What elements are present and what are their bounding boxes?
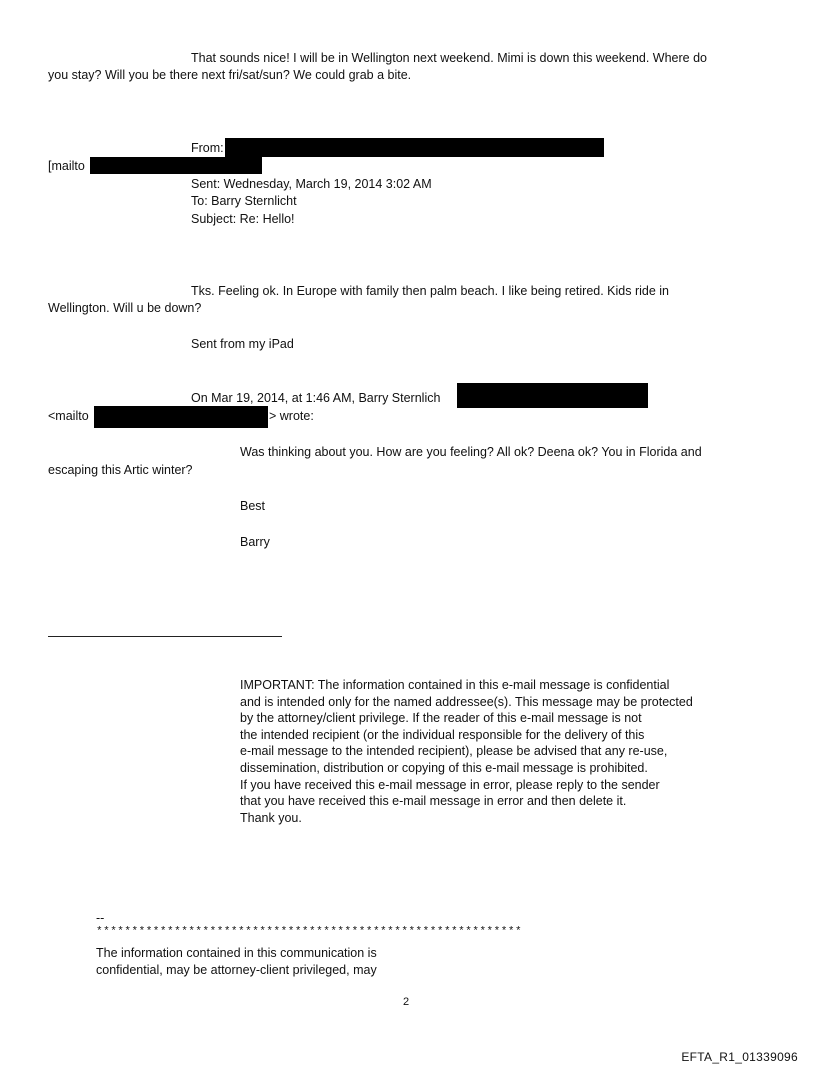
separator-line xyxy=(48,636,282,637)
disclaimer-line: that you have received this e-mail message in error and then delete it. xyxy=(240,794,627,809)
msg3-line-1: Was thinking about you. How are you feeling? All ok? Deena ok? You in Florida and xyxy=(240,445,702,459)
disclaimer-line: dissemination, distribution or copying of this e-mail message is prohibited. xyxy=(240,760,648,775)
redaction-from xyxy=(225,138,604,157)
redaction-mailto xyxy=(90,157,262,174)
quote-mailto-label: <mailto xyxy=(48,409,89,423)
disclaimer-line: If you have received this e-mail message in error, please reply to the sender xyxy=(240,777,660,792)
footer-line-1: The information contained in this communication is xyxy=(96,946,377,960)
disclaimer-line: Thank you. xyxy=(240,810,302,825)
disclaimer-block xyxy=(240,677,693,826)
page-number: 2 xyxy=(403,996,410,1008)
quote-header-line: On Mar 19, 2014, at 1:46 AM, Barry Sternlich xyxy=(191,391,441,405)
footer-line-2: confidential, may be attorney-client privileged, may xyxy=(96,963,377,977)
subject-line: Subject: Re: Hello! xyxy=(191,212,295,226)
disclaimer-line: by the attorney/client privilege. If the reader of this e-mail message is not xyxy=(240,711,642,726)
mailto-label: [mailto xyxy=(48,159,85,173)
disclaimer-line: the intended recipient (or the individual responsible for the delivery of this xyxy=(240,727,645,742)
to-line: To: Barry Sternlicht xyxy=(191,194,297,208)
disclaimer-line: e-mail message to the intended recipient), please be advised that any re-use, xyxy=(240,744,668,759)
quote-wrote: > wrote: xyxy=(269,409,314,423)
redaction-quote-mailto xyxy=(94,406,268,428)
from-label: From: xyxy=(191,141,224,155)
footer-stars: ************************************************************ xyxy=(96,926,523,938)
msg2-signature: Sent from my iPad xyxy=(191,337,294,351)
msg3-closing: Best xyxy=(240,499,266,513)
footer-dashes: -- xyxy=(96,911,105,925)
msg3-line-2: escaping this Artic winter? xyxy=(48,463,193,477)
redaction-sender-email xyxy=(457,383,648,408)
reply-line-1: That sounds nice! I will be in Wellington next weekend. Mimi is down this weekend. Where do xyxy=(191,51,707,65)
msg2-line-1: Tks. Feeling ok. In Europe with family then palm beach. I like being retired. Kids ride in xyxy=(191,284,670,298)
disclaimer-line: IMPORTANT: The information contained in this e-mail message is confidential xyxy=(240,678,670,692)
msg3-name: Barry xyxy=(240,535,270,549)
reply-line-2: you stay? Will you be there next fri/sat/sun? We could grab a bite. xyxy=(48,68,412,82)
msg2-line-2: Wellington. Will u be down? xyxy=(48,301,202,315)
bates-number: EFTA_R1_01339096 xyxy=(681,1050,798,1064)
sent-line: Sent: Wednesday, March 19, 2014 3:02 AM xyxy=(191,177,432,191)
disclaimer-line: and is intended only for the named addressee(s). This message may be protected xyxy=(240,694,693,709)
